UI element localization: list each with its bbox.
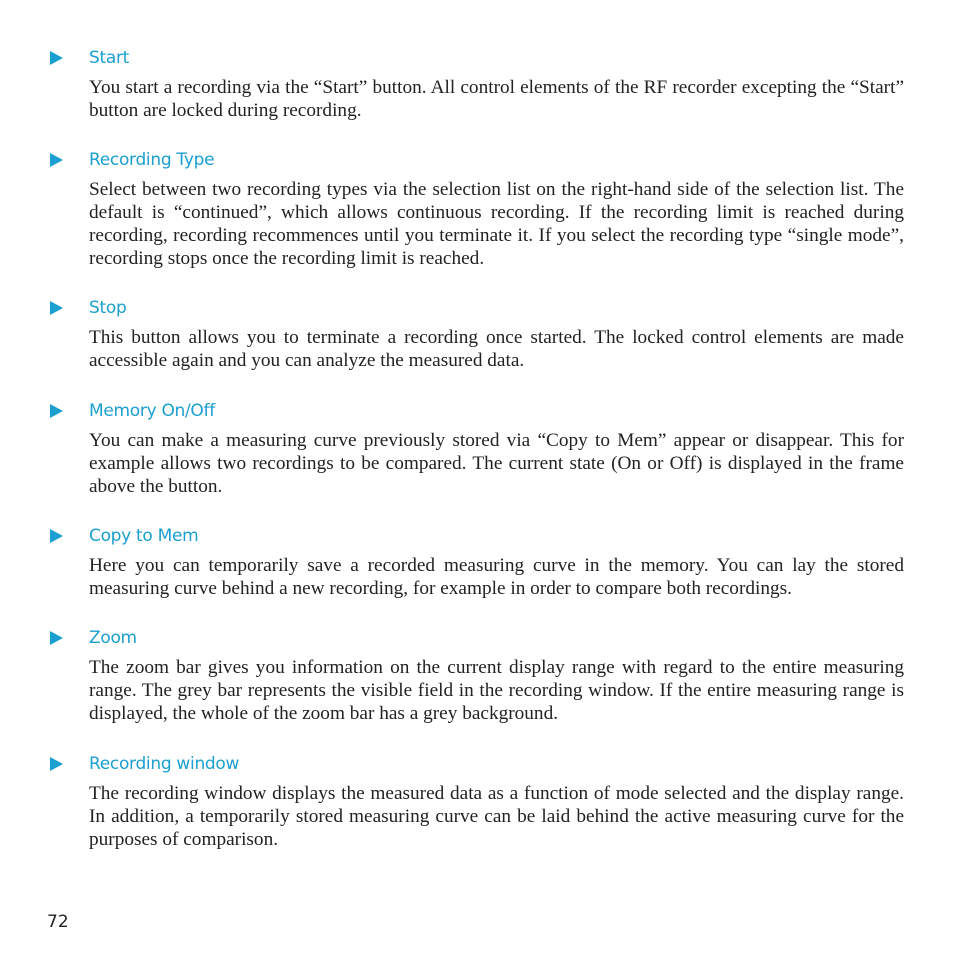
- section-heading: [0, 526, 954, 550]
- section-recording-type: [0, 150, 954, 269]
- triangle-bullet-icon: [50, 153, 63, 167]
- section-memory-on-off: [0, 401, 954, 497]
- section-body: You can make a measuring curve previously stored via “Copy to Mem” appear or disappear. This for example allows two recordings to be compared. The current state (On or Off) is displayed in the frame above the button.: [89, 430, 904, 497]
- triangle-bullet-icon: [50, 757, 63, 771]
- triangle-bullet-icon: [50, 631, 63, 645]
- section-body: This button allows you to terminate a recording once started. The locked control elements are made accessible again and you can analyze the measured data.: [89, 327, 904, 371]
- section-zoom: [0, 628, 954, 724]
- section-body: The recording window displays the measured data as a function of mode selected and the display range. In addition, a temporarily stored measuring curve can be laid behind the active measuring curve for the purposes of comparison.: [89, 783, 904, 850]
- section-stop: [0, 298, 954, 371]
- section-copy-to-mem: [0, 526, 954, 599]
- section-body: You start a recording via the “Start” button. All control elements of the RF recorder excepting the “Start” button are locked during recording.: [89, 77, 904, 121]
- heading-text: Recording Type: [89, 150, 215, 170]
- heading-text: Recording window: [89, 754, 240, 774]
- section-recording-window: [0, 754, 954, 850]
- section-heading: [0, 298, 954, 322]
- heading-text: Copy to Mem: [89, 526, 199, 546]
- section-start: [0, 48, 954, 121]
- section-body: Select between two recording types via the selection list on the right-hand side of the selection list. The default is “continued”, which allows continuous recording. If the recording limit is reached during recording, recording recommences until you terminate it. If you select the recording type “single mode”, recording stops once the recording limit is reached.: [89, 179, 904, 269]
- section-body: Here you can temporarily save a recorded measuring curve in the memory. You can lay the stored measuring curve behind a new recording, for example in order to compare both recordings.: [89, 555, 904, 599]
- heading-text: Memory On/Off: [89, 401, 215, 421]
- heading-text: Start: [89, 48, 130, 68]
- triangle-bullet-icon: [50, 404, 63, 418]
- section-heading: [0, 628, 954, 652]
- section-heading: [0, 401, 954, 425]
- triangle-bullet-icon: [50, 301, 63, 315]
- section-body: The zoom bar gives you information on the current display range with regard to the entire measuring range. The grey bar represents the visible field in the recording window. If the entire measuring range is displayed, the whole of the zoom bar has a grey background.: [89, 657, 904, 724]
- heading-text: Stop: [89, 298, 127, 318]
- page-number: 72: [47, 912, 69, 932]
- section-heading: [0, 48, 954, 72]
- triangle-bullet-icon: [50, 51, 63, 65]
- triangle-bullet-icon: [50, 529, 63, 543]
- heading-text: Zoom: [89, 628, 137, 648]
- section-heading: [0, 754, 954, 778]
- section-heading: [0, 150, 954, 174]
